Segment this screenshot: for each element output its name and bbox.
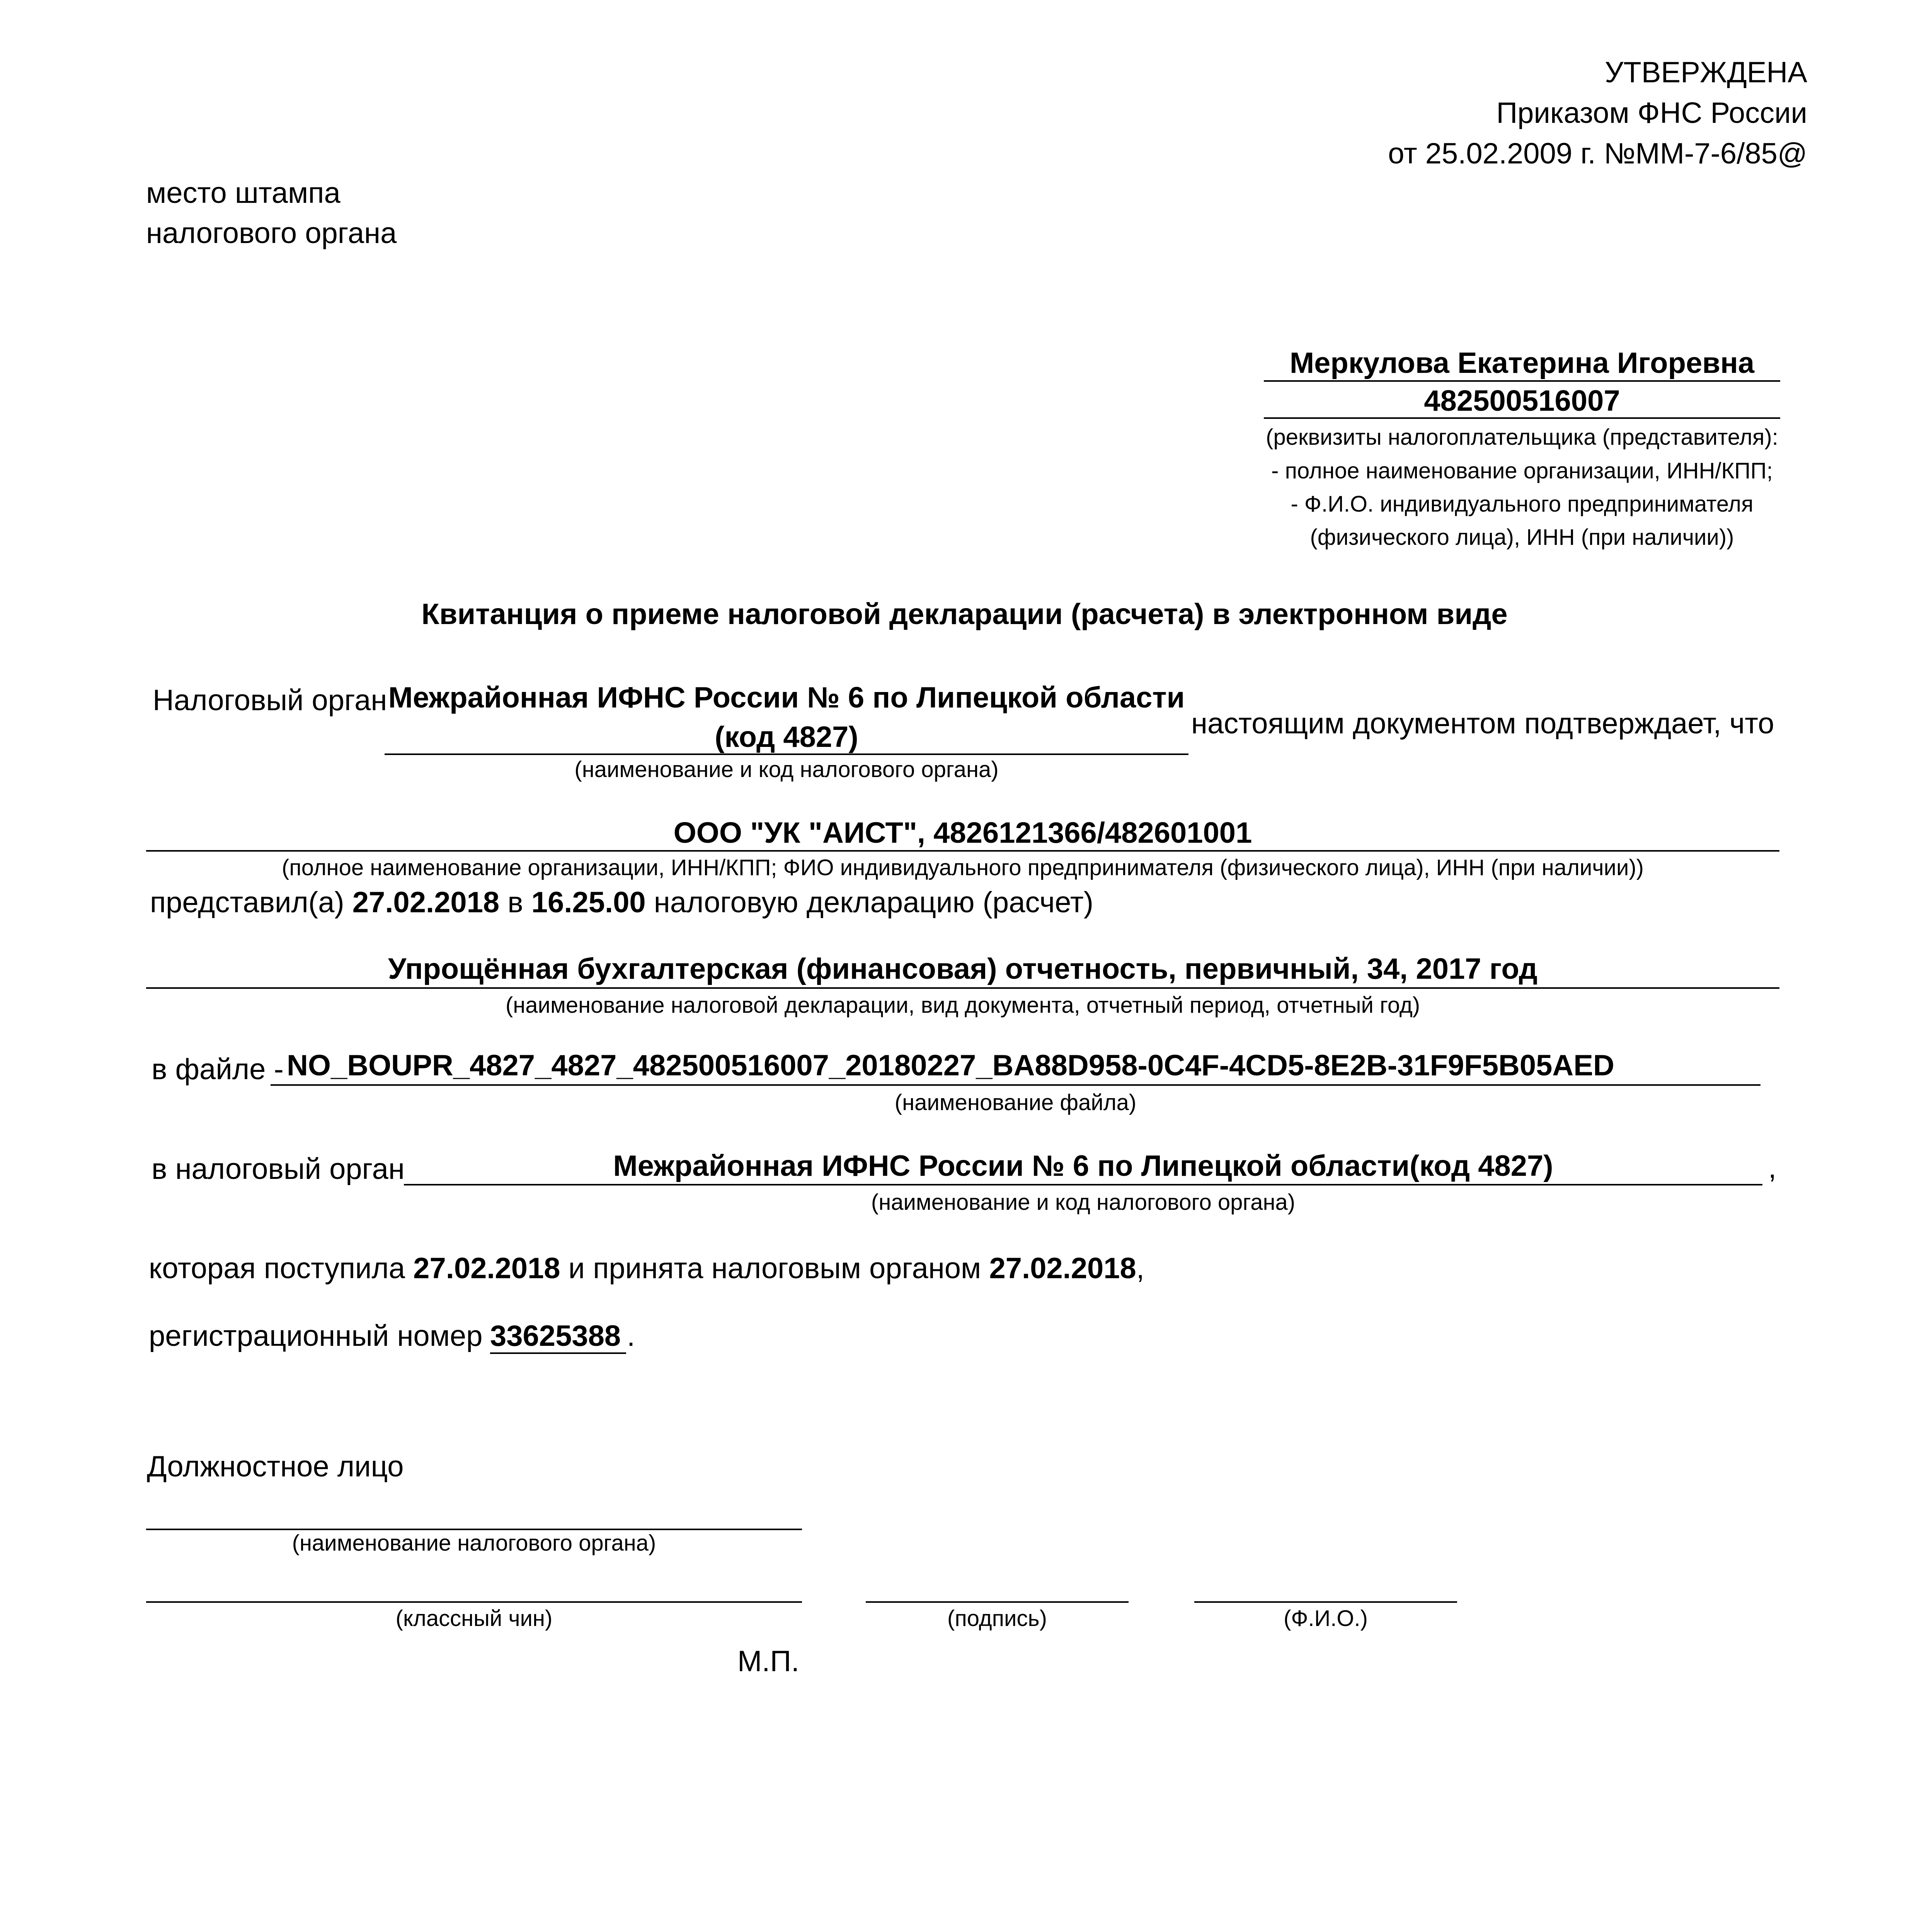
approval-line-1: УТВЕРЖДЕНА [1605,56,1807,89]
submission-suffix: налоговую декларацию (расчет) [654,886,1094,919]
official-signature-caption: (подпись) [947,1606,1047,1631]
receiving-authority-caption: (наименование и код налогового органа) [871,1190,1296,1215]
approval-line-3: от 25.02.2009 г. №ММ-7-6/85@ [1388,137,1807,170]
tax-authority-underline [385,753,1188,755]
official-signature-line [866,1601,1129,1603]
receiving-authority-underline [404,1184,1762,1185]
stamp-place-line-1: место штампа [146,177,341,209]
document-title: Квитанция о приеме налоговой декларации (расчета) в электронном виде [421,598,1508,631]
registration-end: . [627,1320,635,1352]
official-name-line [1194,1601,1457,1603]
tax-authority-label: Налоговый орган [153,684,387,717]
taxpayer-caption-1: (реквизиты налогоплательщика (представителя): [1266,425,1778,450]
taxpayer-caption-3: - Ф.И.О. индивидуального предпринимателя [1291,492,1754,517]
receiving-authority-comma: , [1768,1151,1777,1184]
file-underline [271,1084,1760,1086]
submission-line [150,888,1093,917]
declaration-caption: (наименование налоговой декларации, вид документа, отчетный период, отчетный год) [505,993,1420,1018]
taxpayer-inn-underline [1264,417,1780,419]
tax-authority-name-line-2: (код 4827) [715,721,858,753]
submission-prefix: представил(а) [150,886,344,919]
accepted-date: 27.02.2018 [989,1252,1136,1285]
official-authority-caption: (наименование налогового органа) [292,1531,656,1556]
taxpayer-inn: 482500516007 [1424,384,1620,417]
taxpayer-caption-2: - полное наименование организации, ИНН/КПП; [1271,458,1773,483]
file-caption: (наименование файла) [894,1090,1137,1115]
received-middle: и принята налоговым органом [568,1252,981,1285]
received-date: 27.02.2018 [413,1252,560,1285]
received-prefix: которая поступила [149,1252,405,1285]
taxpayer-name: Меркулова Екатерина Игоревна [1289,347,1755,379]
organization-underline [146,850,1779,852]
official-authority-line [146,1529,802,1530]
received-line [149,1254,1144,1283]
receiving-authority-label: в налоговый орган [152,1153,405,1185]
tax-authority-name-line-1: Межрайонная ИФНС России № 6 по Липецкой области [388,681,1185,714]
registration-number-underline [490,1352,626,1354]
official-rank-line [146,1601,802,1603]
registration-number: 33625388 [490,1320,621,1352]
submission-date: 27.02.2018 [352,886,500,919]
stamp-place-line-2: налогового органа [146,217,397,250]
file-value: NO_BOUPR_4827_4827_482500516007_20180227_BA88D958-0C4F-4CD5-8E2B-31F9F5B05AED [287,1049,1614,1082]
tax-authority-caption: (наименование и код налогового органа) [574,757,999,782]
organization-caption: (полное наименование организации, ИНН/КПП; ФИО индивидуального предпринимателя (физического лица), ИНН (при наличии)) [282,855,1644,880]
tax-authority-suffix: настоящим документом подтверждает, что [1191,707,1774,740]
registration-label: регистрационный номер [149,1320,483,1352]
receiving-authority-value: Межрайонная ИФНС России № 6 по Липецкой области(код 4827) [613,1150,1553,1182]
taxpayer-name-underline [1264,380,1780,382]
official-label: Должностное лицо [147,1450,404,1483]
submission-time: 16.25.00 [531,886,646,919]
seal-mark: М.П. [737,1645,800,1678]
approval-line-2: Приказом ФНС России [1496,97,1807,129]
submission-in-word: в [507,886,523,919]
official-rank-caption: (классный чин) [395,1606,553,1631]
organization-value: ООО "УК "АИСТ", 4826121366/482601001 [673,816,1252,849]
received-end: , [1136,1252,1144,1285]
declaration-value: Упрощённая бухгалтерская (финансовая) отчетность, первичный, 34, 2017 год [388,952,1537,985]
file-label: в файле - [152,1053,284,1086]
declaration-underline [146,987,1779,989]
official-name-caption: (Ф.И.О.) [1284,1606,1368,1631]
taxpayer-caption-4: (физического лица), ИНН (при наличии)) [1310,525,1734,550]
